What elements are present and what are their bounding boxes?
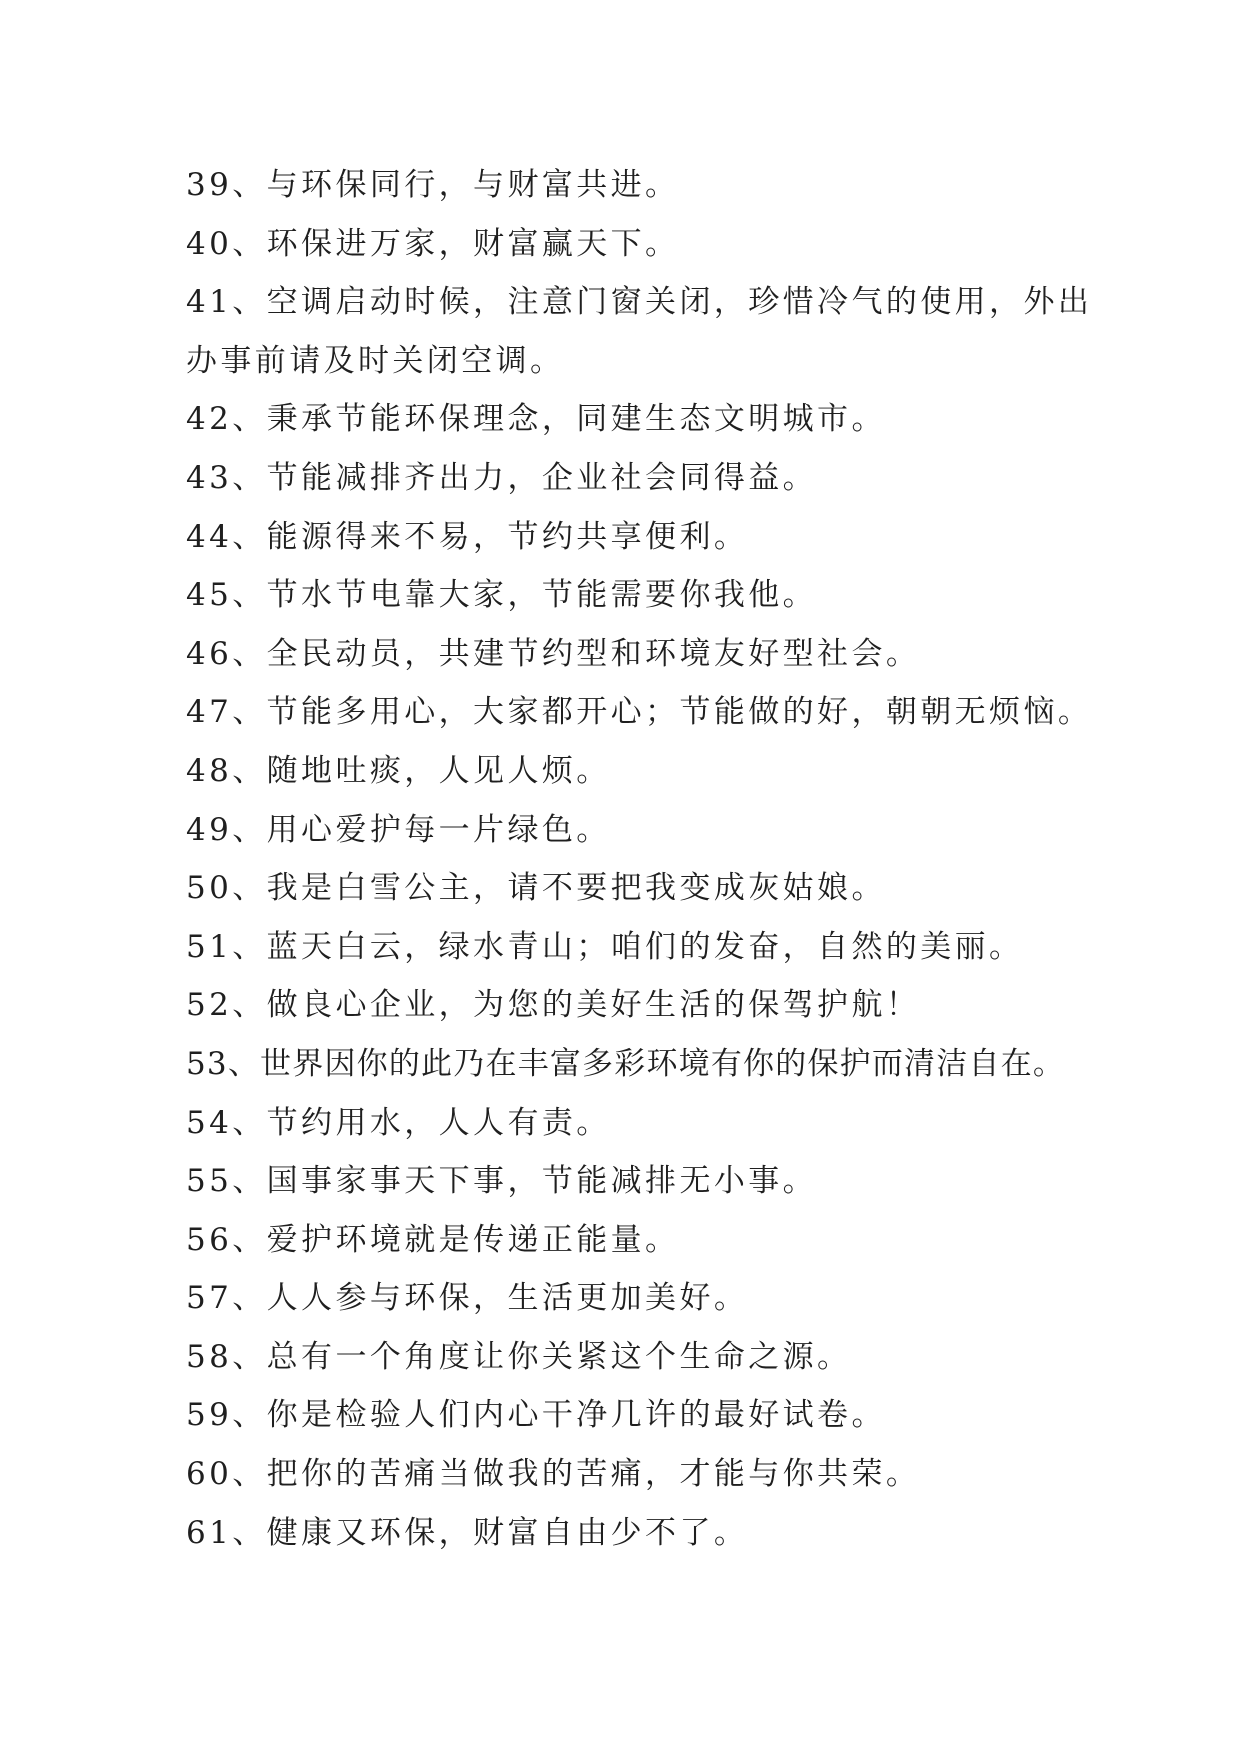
slogan-list (186, 156, 1093, 1562)
slogan-line: 56、爱护环境就是传递正能量。 (186, 1221, 680, 1258)
slogan-line: 53、世界因你的此乃在丰富多彩环境有你的保护而清洁自在。 (186, 1045, 1066, 1082)
slogan-line: 55、国事家事天下事，节能减排无小事。 (186, 1163, 818, 1200)
slogan-line: 44、能源得来不易，节约共享便利。 (186, 518, 749, 555)
slogan-line: 57、人人参与环保，生活更加美好。 (186, 1280, 749, 1317)
slogan-line: 45、节水节电靠大家，节能需要你我他。 (186, 577, 818, 614)
slogan-line: 42、秉承节能环保理念，同建生态文明城市。 (186, 401, 886, 438)
slogan-line: 48、随地吐痰，人见人烦。 (186, 752, 611, 789)
slogan-line: 61、健康又环保，财富自由少不了。 (186, 1514, 749, 1551)
slogan-line: 58、总有一个角度让你关紧这个生命之源。 (186, 1338, 852, 1375)
slogan-line: 54、节约用水，人人有责。 (186, 1104, 611, 1141)
slogan-line: 40、环保进万家，财富赢天下。 (186, 225, 680, 262)
slogan-line: 47、节能多用心，大家都开心；节能做的好，朝朝无烦恼。 (186, 694, 1093, 731)
slogan-line: 50、我是白雪公主，请不要把我变成灰姑娘。 (186, 870, 886, 907)
slogan-line: 52、做良心企业，为您的美好生活的保驾护航！ (186, 987, 921, 1024)
slogan-line: 39、与环保同行，与财富共进。 (186, 167, 680, 203)
slogan-line: 41、空调启动时候，注意门窗关闭，珍惜冷气的使用，外出 (186, 284, 1093, 321)
slogan-line: 49、用心爱护每一片绿色。 (186, 811, 611, 848)
slogan-line: 46、全民动员，共建节约型和环境友好型社会。 (186, 635, 921, 672)
slogan-line-continuation: 办事前请及时关闭空调。 (186, 342, 565, 379)
slogan-line: 59、你是检验人们内心干净几许的最好试卷。 (186, 1397, 886, 1434)
slogan-line: 60、把你的苦痛当做我的苦痛，才能与你共荣。 (186, 1456, 921, 1493)
slogan-line: 51、蓝天白云，绿水青山；咱们的发奋，自然的美丽。 (186, 928, 1024, 965)
slogan-line: 43、节能减排齐出力，企业社会同得益。 (186, 459, 818, 496)
